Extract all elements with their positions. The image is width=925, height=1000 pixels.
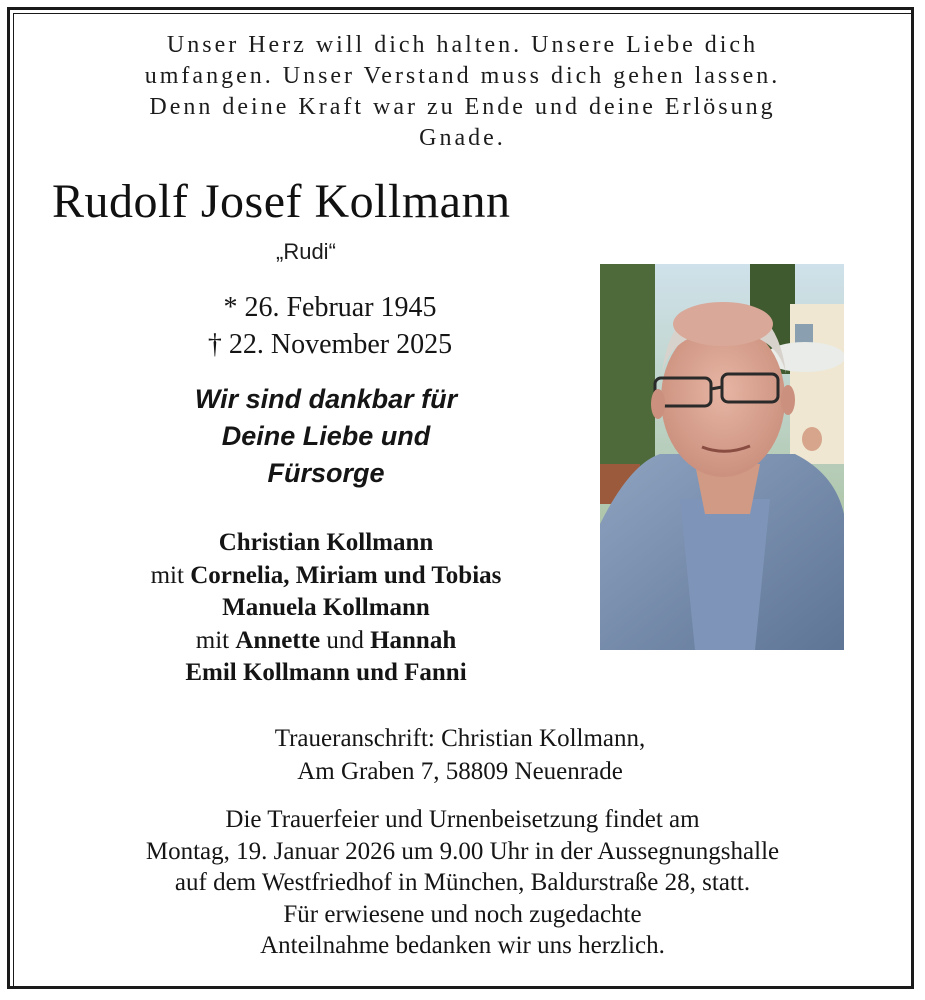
service-line: Die Trauerfeier und Urnenbeisetzung findet am	[225, 806, 700, 833]
death-date: 22. November 2025	[228, 329, 453, 360]
death-date-row	[170, 326, 490, 363]
mourning-address	[160, 722, 760, 788]
family-line: Emil Kollmann und Fanni	[185, 659, 467, 686]
birth-date-row	[170, 289, 490, 326]
address-line: Am Graben 7, 58809 Neuenrade	[297, 758, 623, 785]
poem-line: Gnade.	[419, 125, 506, 151]
service-line: Für erwiesene und noch zugedachte	[283, 900, 642, 928]
star-icon: *	[223, 292, 238, 323]
family-name: Annette	[235, 626, 321, 654]
family-connector: mit	[150, 561, 184, 589]
poem-line: Denn deine Kraft war zu Ende und deine Erlösung	[149, 94, 776, 120]
address-line: Traueranschrift: Christian Kollmann,	[274, 725, 646, 752]
poem-line: Unser Herz will dich halten. Unsere Liebe dich	[166, 32, 759, 58]
thanks-message	[126, 381, 526, 492]
service-line: Anteilnahme bedanken wir uns herzlich.	[260, 932, 665, 959]
cross-icon: †	[207, 329, 222, 360]
family-line: Manuela Kollmann	[222, 594, 430, 621]
thanks-line: Fürsorge	[267, 458, 385, 488]
poem-quote	[60, 30, 865, 154]
family-line	[76, 560, 576, 593]
thanks-line: Deine Liebe und	[221, 421, 431, 451]
thanks-line: Wir sind dankbar für	[194, 384, 458, 414]
family-line	[76, 625, 576, 658]
deceased-nickname: „Rudi“	[276, 239, 336, 264]
service-line: auf dem Westfriedhof in München, Baldurstraße 28, statt.	[174, 869, 751, 896]
deceased-name: Rudolf Josef Kollmann	[52, 175, 511, 228]
portrait-photo	[600, 264, 844, 650]
family-line: Christian Kollmann	[218, 529, 434, 556]
service-line: Montag, 19. Januar 2026 um 9.00 Uhr in der Aussegnungshalle	[145, 837, 780, 865]
family-list	[76, 527, 576, 690]
birth-date: 26. Februar 1945	[244, 292, 437, 323]
funeral-service-info	[40, 804, 885, 962]
poem-line: umfangen. Unser Verstand muss dich gehen lassen.	[144, 63, 781, 89]
family-names: Cornelia, Miriam und Tobias	[190, 561, 502, 589]
family-connector: mit	[195, 626, 230, 654]
family-connector: und	[326, 626, 364, 654]
life-dates	[170, 289, 490, 363]
family-name: Hannah	[370, 626, 457, 654]
